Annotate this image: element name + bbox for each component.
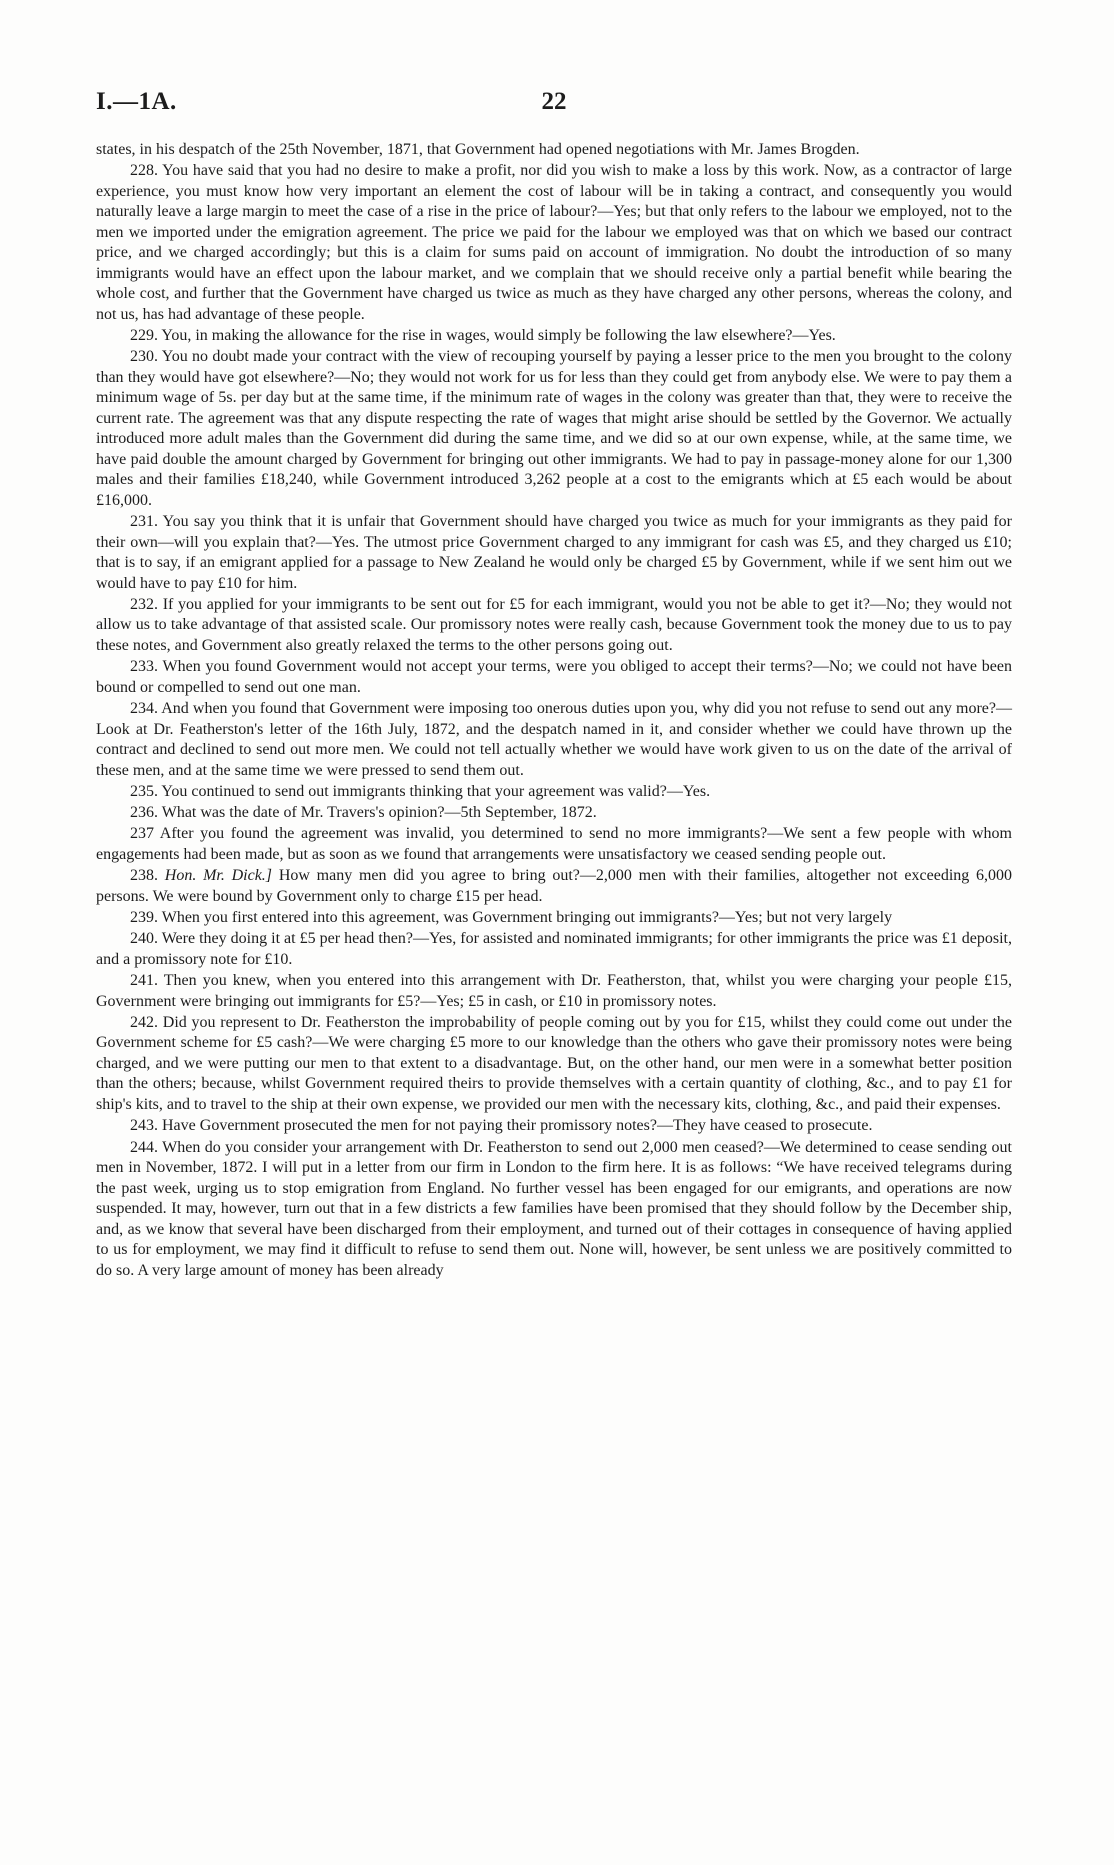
paragraph-text: You, in making the allowance for the rise in wages, would simply be following the law elsewhere?—Yes. — [161, 327, 836, 345]
document-reference: I.—1A. — [96, 88, 177, 115]
page-header — [96, 88, 1012, 122]
question-number: 243. — [130, 1117, 158, 1135]
page-number: 22 — [541, 88, 567, 115]
paragraph-241 — [96, 971, 1012, 1012]
paragraph-text: Did you represent to Dr. Featherston the improbability of people coming out by you for £15, whilst they could come out under the Government scheme for £5 cash?—We were charging £5 more to our knowledge than the others who gave their promissory notes were being charged, and we were putting our men to that extent to a disadvantage. But, on the other hand, our men were in a somewhat better position than the others; because, whilst Government required theirs to provide themselves with a certain quantity of clothing, &c., and to pay £1 for ship's kits, and to travel to the ship at their own expense, we provided our men with the necessary kits, clothing, &c., and paid their expenses. — [96, 1013, 1013, 1113]
paragraph-239 — [96, 908, 1012, 929]
paragraph-text: You no doubt made your contract with the view of recouping yourself by paying a lesser price to the men you brought to the colony than they would have got elsewhere?—No; they would not work for us for less than they could get from anybody else. We were to pay them a minimum wage of 5s. per day but at the same time, if the minimum rate of wages in the colony was greater than that, they were to receive the current rate. The agreement was that any dispute respecting the rate of wages that might arise should be settled by the Governor. We actually introduced more adult males than the Government did during the same time, and we did so at our own expense, while, at the same time, we have paid double the amount charged by Government for bringing out other immigrants. We had to pay in passage-money alone for our 1,300 males and their families £18,240, while Government introduced 3,262 people at a cost to the emigrants which at £5 each would be about £16,000. — [96, 348, 1013, 509]
question-number: 235. — [130, 782, 158, 800]
paragraph-228 — [96, 161, 1012, 325]
question-number: 230. — [130, 348, 158, 366]
paragraph-text: After you found the agreement was invalid, you determined to send no more immigrants?—We sent a few people with whom engagements had been made, but as soon as we found that arrangements were unsatisfactory we ceased sending people out. — [96, 825, 1012, 863]
paragraph-text: states, in his despatch of the 25th November, 1871, that Government had opened negotiations with Mr. James Brogden. — [96, 141, 860, 158]
paragraph-text: What was the date of Mr. Travers's opinion?—5th September, 1872. — [161, 804, 597, 822]
question-number: 238. — [130, 867, 158, 885]
paragraph-237 — [96, 824, 1012, 865]
question-number: 241. — [130, 972, 158, 990]
question-number: 240. — [130, 930, 158, 948]
paragraph-238 — [96, 866, 1012, 907]
paragraph-continuation — [96, 140, 1012, 161]
question-number: 231. — [130, 513, 158, 531]
question-number: 233. — [130, 658, 158, 676]
question-number: 232. — [130, 595, 158, 613]
paragraph-232 — [96, 595, 1012, 657]
paragraph-text: How many men did you agree to bring out?—2,000 men with their families, altogether not exceeding 6,000 persons. We were bound by Government only to charge £15 per head. — [96, 867, 1013, 905]
paragraph-text: You continued to send out immigrants thinking that your agreement was valid?—Yes. — [161, 782, 711, 800]
paragraph-text: You say you think that it is unfair that Government should have charged you twice as much for your immigrants as they paid for their own—will you explain that?—Yes. The utmost price Government charged to any immigrant for cash was £5, and they charged us £10; that is to say, if an emigrant applied for a passage to New Zealand he would only be charged £5 by Government, while if we sent him out we would have to pay £10 for him. — [96, 513, 1012, 592]
question-number: 237 — [130, 825, 154, 843]
paragraph-text: Were they doing it at £5 per head then?—Yes, for assisted and nominated immigrants; for other immigrants the price was £1 deposit, and a promissory note for £10. — [96, 930, 1012, 968]
paragraph-text: Have Government prosecuted the men for not paying their promissory notes?—They have ceased to prosecute. — [162, 1117, 873, 1135]
paragraph-234 — [96, 699, 1012, 781]
paragraph-229 — [96, 326, 1012, 347]
paragraph-243 — [96, 1116, 1012, 1137]
paragraph-233 — [96, 657, 1012, 698]
paragraph-text: You have said that you had no desire to make a profit, nor did you wish to make a loss by this work. Now, as a contractor of large experience, you must know how very important an element the cost of labour will be in taking a contract, and consequently you would naturally leave a large margin to meet the case of a rise in the price of labour?—Yes; but that only refers to the labour we employed, not to the men we imported under the emigration agreement. The price we paid for the labour we employed was that on which we based our contract price, and we charged accordingly; but this is a claim for sums paid on account of immigration. No doubt the introduction of so many immigrants would have an effect upon the labour market, and we complain that we should receive only a partial benefit while bearing the whole cost, and further that the Government have charged us twice as much as they have charged any other persons, whereas the colony, and not us, has had advantage of these people. — [96, 162, 1012, 323]
paragraph-text: Then you knew, when you entered into this arrangement with Dr. Featherston, that, whilst you were charging your people £15, Government were bringing out immigrants for £5?—Yes; £5 in cash, or £10 in promissory notes. — [96, 972, 1013, 1010]
paragraph-text: If you applied for your immigrants to be sent out for £5 for each immigrant, would you not be able to get it?—No; they would not allow us to take advantage of that assisted scale. Our promissory notes were really cash, because Government took the money due to us to pay these notes, and Government also greatly relaxed the terms to the other persons going out. — [96, 595, 1013, 654]
paragraph-text: When do you consider your arrangement with Dr. Featherston to send out 2,000 men ceased?—We determined to cease sending out men in November, 1872. I will put in a letter from our firm in London to the firm here. It is as follows: “We have received telegrams during the past week, urging us to stop emigration from England. No further vessel has been engaged for our emigrants, and operations are now suspended. It may, however, turn out that in a few districts a few families have been promised that they should follow by the December ship, and, as we know that several have been discharged from their employment, and turned out of their cottages in consequence of having applied to us for employment, we may find it difficult to refuse to send them out. None will, however, be sent unless we are positively committed to do so. A very large amount of money has been already — [96, 1138, 1012, 1279]
question-number: 234. — [130, 700, 158, 718]
paragraph-231 — [96, 512, 1012, 594]
paragraph-242 — [96, 1013, 1012, 1116]
paragraph-text: And when you found that Government were imposing too onerous duties upon you, why did you not refuse to send out any more?—Look at Dr. Featherston's letter of the 16th July, 1872, and the despatch named in it, and consider whether we could have thrown up the contract and declined to send out more men. We could not tell actually whether we would have work given to us on the date of the arrival of these men, and at the same time we were pressed to send them out. — [96, 700, 1012, 779]
question-number: 236. — [130, 804, 158, 822]
page-body — [96, 140, 1012, 1282]
question-number: 228. — [130, 162, 158, 180]
paragraph-235 — [96, 782, 1012, 803]
paragraph-230 — [96, 347, 1012, 511]
paragraph-text: When you first entered into this agreement, was Government bringing out immigrants?—Yes; but not very largely — [161, 909, 893, 927]
question-number: 239. — [130, 909, 158, 927]
paragraph-text: When you found Government would not accept your terms, were you obliged to accept their terms?—No; we could not have been bound or compelled to send out one man. — [96, 658, 1012, 696]
speaker-attribution: Hon. Mr. Dick.] — [164, 867, 273, 885]
question-number: 242. — [130, 1013, 158, 1031]
question-number: 229. — [130, 327, 158, 345]
paragraph-244 — [96, 1138, 1012, 1282]
question-number: 244. — [130, 1138, 158, 1156]
paragraph-240 — [96, 929, 1012, 970]
paragraph-236 — [96, 803, 1012, 824]
